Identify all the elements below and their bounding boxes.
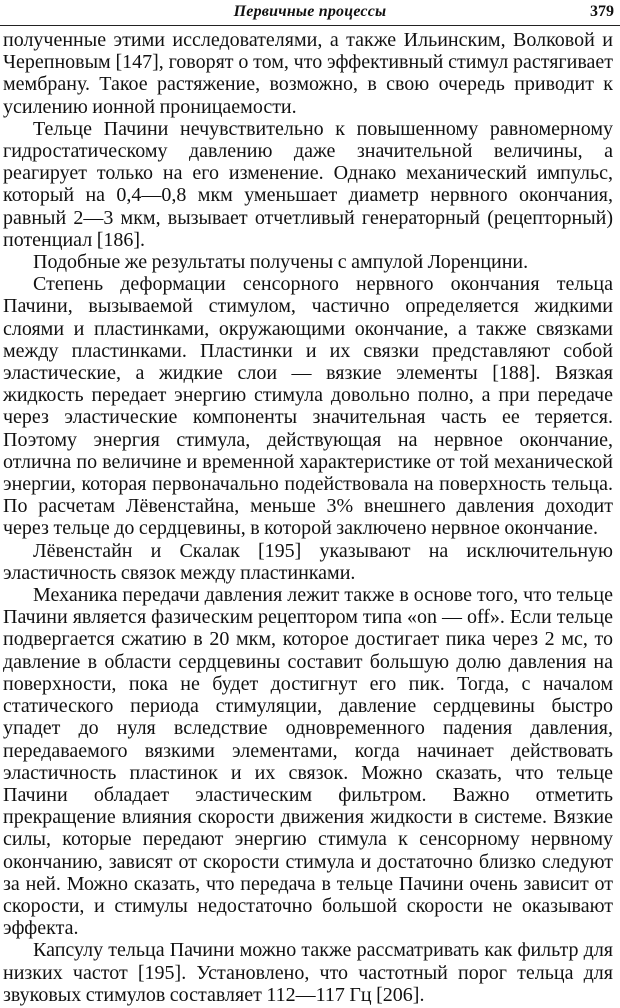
header-rule — [0, 25, 620, 26]
running-head — [0, 1, 620, 23]
paragraph-7: Капсулу тельца Пачини можно также рассматривать как фильтр для низких частот [195]. Установлено, что частотный порог тельца для звуковых стимулов составляет 112—117 Гц [206]. — [3, 939, 613, 1006]
body-text — [3, 29, 613, 1006]
paragraph-2: Тельце Пачини нечувствительно к повышенному равномерному гидростатическому давлению даже значительной величины, а реагирует только на его изменение. Однако механический импульс, который на 0,4—0,8 мкм уменьшает диаметр нервного окончания, равный 2—3 мкм, вызывает отчетливый генераторный (рецепторный) потенциал [186]. — [3, 117, 613, 251]
paragraph-1: полученные этими исследователями, а также Ильинским, Волковой и Черепновым [147], говорят о том, что эффективный стимул растягивает мембрану. Такое растяжение, возможно, в свою очередь приводит к усилению ионной проницаемости. — [3, 29, 613, 118]
paragraph-4: Степень деформации сенсорного нервного окончания тельца Пачини, вызываемой стимулом, частично определяется жидкими слоями и пластинками, окружающими окончание, а также связками между пластинками. Пластинки и их связки представляют собой эластические, а жидкие слои — вязкие элементы [188]. Вязкая жидкость передает энергию стимула довольно полно, а при передаче через эластические компоненты значительная часть ее теряется. Поэтому энергия стимула, действующая на нервное окончание, отлична по величине и временной характеристике от той механической энергии, которая первоначально подействовала на поверхность тельца. По расчетам Лёвенстайна, меньше 3% внешнего давления доходит через тельце до сердцевины, в которой заключено нервное окончание. — [3, 273, 613, 540]
page-number: 379 — [590, 3, 614, 20]
running-title: Первичные процессы — [233, 3, 387, 20]
paragraph-5: Лёвенстайн и Скалак [195] указывают на исключительную эластичность связок между пластинками. — [3, 539, 613, 584]
paragraph-3: Подобные же результаты получены с ампулой Лоренцини. — [33, 251, 529, 274]
paragraph-6: Механика передачи давления лежит также в основе того, что тельце Пачини является фазическим рецептором типа «on — off». Если тельце подвергается сжатию в 20 мкм, которое достигает пика через 2 мс, то давление в области сердцевины составит большую долю давления на поверхности, пока не будет достигнут его пик. Тогда, с началом статического периода стимуляции, давление сердцевины быстро упадет до нуля вследствие одновременного падения давления, передаваемого вязкими элементами, когда начинает действовать эластичность пластинок и их связок. Можно сказать, что тельце Пачини обладает эластическим фильтром. Важно отметить прекращение влияния скорости движения жидкости в системе. Вязкие силы, которые передают энергию стимула к сенсорному нервному окончанию, зависят от скорости стимула и достаточно близко следуют за ней. Можно сказать, что передача в тельце Пачини очень зависит от скорости, и стимулы недостаточно большой скорости не оказывают эффекта. — [3, 584, 613, 940]
